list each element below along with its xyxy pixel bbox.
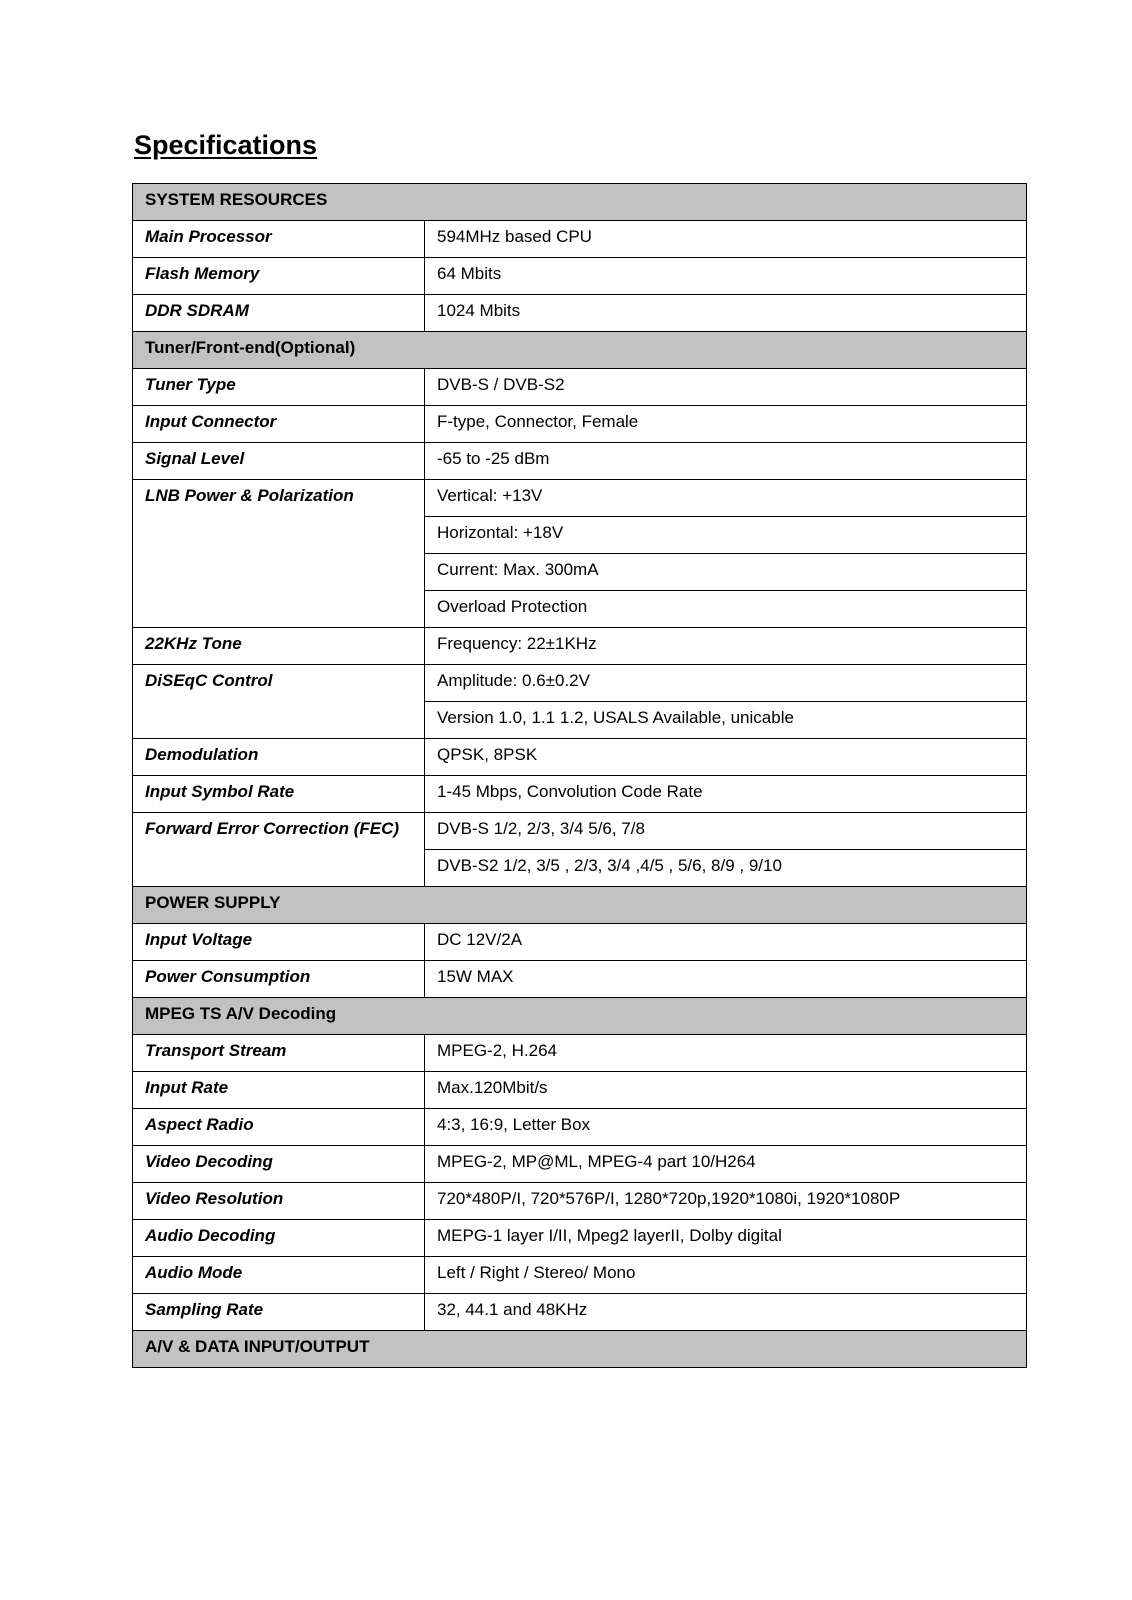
spec-label: 22KHz Tone <box>133 628 425 665</box>
spec-row <box>133 369 1027 406</box>
page-title: Specifications <box>134 130 318 160</box>
spec-label: LNB Power & Polarization <box>133 480 425 628</box>
spec-row <box>133 443 1027 480</box>
spec-value: MEPG-1 layer I/II, Mpeg2 layerII, Dolby digital <box>425 1220 1027 1257</box>
section-title: MPEG TS A/V Decoding <box>133 998 1027 1035</box>
section-title: SYSTEM RESOURCES <box>133 184 1027 221</box>
spec-value: Version 1.0, 1.1 1.2, USALS Available, unicable <box>425 702 1027 739</box>
spec-row <box>133 221 1027 258</box>
spec-label: Input Voltage <box>133 924 425 961</box>
section-title: POWER SUPPLY <box>133 887 1027 924</box>
section-title: Tuner/Front-end(Optional) <box>133 332 1027 369</box>
spec-label: Video Resolution <box>133 1183 425 1220</box>
spec-label: Audio Decoding <box>133 1220 425 1257</box>
spec-value: Current: Max. 300mA <box>425 554 1027 591</box>
spec-label: Input Connector <box>133 406 425 443</box>
spec-value: Left / Right / Stereo/ Mono <box>425 1257 1027 1294</box>
spec-row <box>133 258 1027 295</box>
spec-value: 594MHz based CPU <box>425 221 1027 258</box>
spec-value: 1-45 Mbps, Convolution Code Rate <box>425 776 1027 813</box>
spec-value: 15W MAX <box>425 961 1027 998</box>
spec-label: Audio Mode <box>133 1257 425 1294</box>
spec-row <box>133 739 1027 776</box>
spec-row <box>133 665 1027 702</box>
spec-value: MPEG-2, MP@ML, MPEG-4 part 10/H264 <box>425 1146 1027 1183</box>
spec-label: Video Decoding <box>133 1146 425 1183</box>
spec-row <box>133 406 1027 443</box>
spec-label: Input Rate <box>133 1072 425 1109</box>
spec-row <box>133 1035 1027 1072</box>
spec-value: DVB-S2 1/2, 3/5 , 2/3, 3/4 ,4/5 , 5/6, 8/9 , 9/10 <box>425 850 1027 887</box>
spec-row <box>133 1257 1027 1294</box>
spec-row <box>133 813 1027 850</box>
spec-value: -65 to -25 dBm <box>425 443 1027 480</box>
spec-value: 1024 Mbits <box>425 295 1027 332</box>
spec-value: Vertical: +13V <box>425 480 1027 517</box>
spec-value: Frequency: 22±1KHz <box>425 628 1027 665</box>
specifications-table <box>132 183 1027 1368</box>
spec-row <box>133 1294 1027 1331</box>
spec-row <box>133 1072 1027 1109</box>
spec-label: Flash Memory <box>133 258 425 295</box>
spec-value: DVB-S 1/2, 2/3, 3/4 5/6, 7/8 <box>425 813 1027 850</box>
spec-value: Max.120Mbit/s <box>425 1072 1027 1109</box>
spec-value: 720*480P/I, 720*576P/I, 1280*720p,1920*1080i, 1920*1080P <box>425 1183 1027 1220</box>
spec-row <box>133 924 1027 961</box>
spec-row <box>133 776 1027 813</box>
spec-row <box>133 1220 1027 1257</box>
spec-value: 4:3, 16:9, Letter Box <box>425 1109 1027 1146</box>
section-header-row <box>133 998 1027 1035</box>
spec-row <box>133 1183 1027 1220</box>
spec-label: Forward Error Correction (FEC) <box>133 813 425 887</box>
spec-row <box>133 1146 1027 1183</box>
spec-label: Main Processor <box>133 221 425 258</box>
spec-label: DiSEqC Control <box>133 665 425 739</box>
spec-value: 64 Mbits <box>425 258 1027 295</box>
section-header-row <box>133 887 1027 924</box>
spec-label: Tuner Type <box>133 369 425 406</box>
spec-label: Transport Stream <box>133 1035 425 1072</box>
spec-row <box>133 628 1027 665</box>
spec-row <box>133 480 1027 517</box>
spec-label: Demodulation <box>133 739 425 776</box>
spec-row <box>133 961 1027 998</box>
spec-label: Power Consumption <box>133 961 425 998</box>
spec-label: Aspect Radio <box>133 1109 425 1146</box>
spec-value: Overload Protection <box>425 591 1027 628</box>
section-header-row <box>133 1331 1027 1368</box>
spec-value: 32, 44.1 and 48KHz <box>425 1294 1027 1331</box>
spec-value: DVB-S / DVB-S2 <box>425 369 1027 406</box>
section-header-row <box>133 332 1027 369</box>
spec-value: Horizontal: +18V <box>425 517 1027 554</box>
spec-label: Sampling Rate <box>133 1294 425 1331</box>
spec-row <box>133 295 1027 332</box>
spec-value: F-type, Connector, Female <box>425 406 1027 443</box>
spec-value: Amplitude: 0.6±0.2V <box>425 665 1027 702</box>
spec-label: Signal Level <box>133 443 425 480</box>
specifications-table-body <box>133 184 1027 1368</box>
spec-value: QPSK, 8PSK <box>425 739 1027 776</box>
spec-row <box>133 1109 1027 1146</box>
section-title: A/V & DATA INPUT/OUTPUT <box>133 1331 1027 1368</box>
spec-label: DDR SDRAM <box>133 295 425 332</box>
spec-value: DC 12V/2A <box>425 924 1027 961</box>
spec-value: MPEG-2, H.264 <box>425 1035 1027 1072</box>
spec-label: Input Symbol Rate <box>133 776 425 813</box>
section-header-row <box>133 184 1027 221</box>
